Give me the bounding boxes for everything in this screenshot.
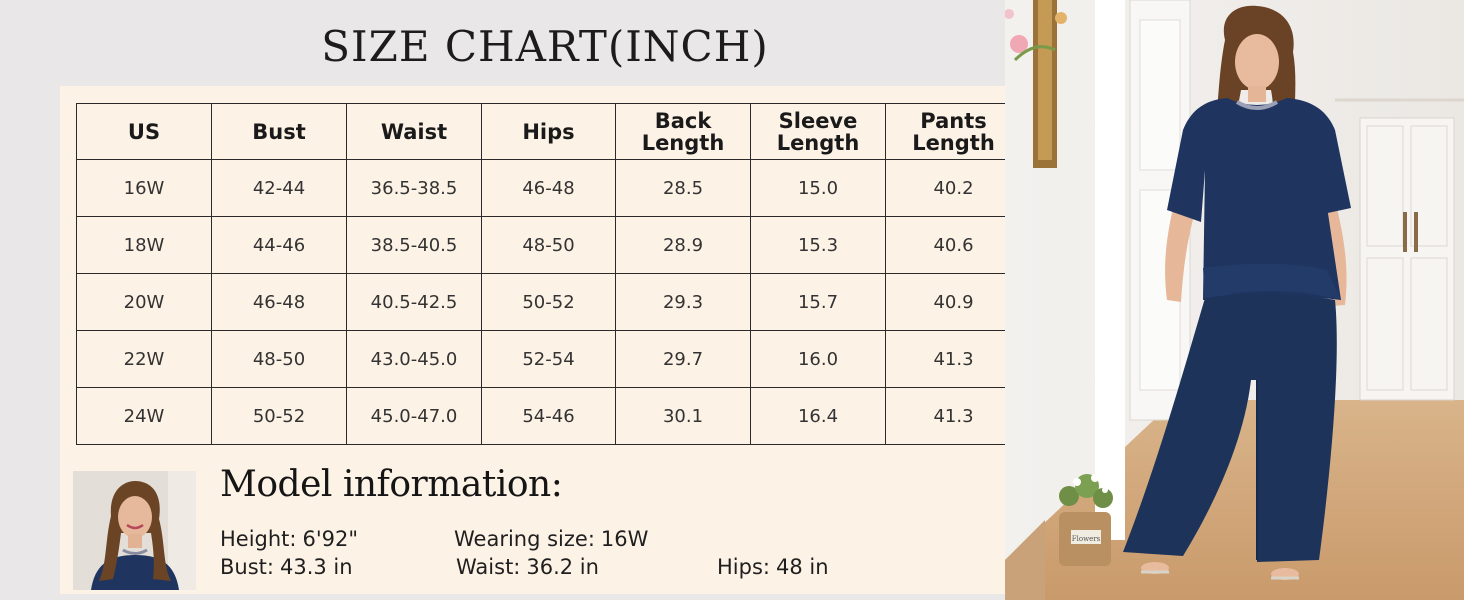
column-header-hips: Hips bbox=[482, 104, 616, 160]
height-value: 6'92" bbox=[302, 527, 359, 551]
cell-us: 22W bbox=[77, 331, 212, 388]
cell-pants-length: 41.3 bbox=[886, 388, 1022, 445]
cell-pants-length: 40.9 bbox=[886, 274, 1022, 331]
cell-bust: 50-52 bbox=[212, 388, 347, 445]
model-height bbox=[220, 527, 358, 551]
cell-us: 16W bbox=[77, 160, 212, 217]
cell-hips: 48-50 bbox=[482, 217, 616, 274]
cell-sleeve-length: 15.3 bbox=[751, 217, 886, 274]
waist-value: 36.2 in bbox=[526, 555, 599, 579]
cell-hips: 50-52 bbox=[482, 274, 616, 331]
height-label: Height: bbox=[220, 527, 297, 551]
cell-waist: 43.0-45.0 bbox=[347, 331, 482, 388]
hips-value: 48 in bbox=[775, 555, 829, 579]
cell-pants-length: 40.6 bbox=[886, 217, 1022, 274]
cell-us: 18W bbox=[77, 217, 212, 274]
bust-value: 43.3 in bbox=[279, 555, 353, 579]
column-header-sleeve-length: Sleeve Length bbox=[751, 104, 886, 160]
cell-waist: 38.5-40.5 bbox=[347, 217, 482, 274]
cell-back-length: 28.9 bbox=[616, 217, 751, 274]
cell-back-length: 30.1 bbox=[616, 388, 751, 445]
cell-pants-length: 41.3 bbox=[886, 331, 1022, 388]
cell-back-length: 29.3 bbox=[616, 274, 751, 331]
bust-label: Bust: bbox=[220, 555, 274, 579]
cell-bust: 42-44 bbox=[212, 160, 347, 217]
column-header-back-length: Back Length bbox=[616, 104, 751, 160]
table-row bbox=[77, 160, 1022, 217]
cell-hips: 52-54 bbox=[482, 331, 616, 388]
cell-us: 20W bbox=[77, 274, 212, 331]
table-row bbox=[77, 217, 1022, 274]
model-in-navy-outfit-icon bbox=[1005, 0, 1464, 600]
model-full-body-photo bbox=[1005, 0, 1464, 600]
cell-waist: 40.5-42.5 bbox=[347, 274, 482, 331]
model-thumbnail-image bbox=[73, 471, 196, 590]
column-header-us: US bbox=[77, 104, 212, 160]
wearing-size-label: Wearing size: bbox=[454, 527, 595, 551]
waist-label: Waist: bbox=[456, 555, 521, 579]
cell-hips: 46-48 bbox=[482, 160, 616, 217]
cell-waist: 45.0-47.0 bbox=[347, 388, 482, 445]
table-row bbox=[77, 388, 1022, 445]
column-header-bust: Bust bbox=[212, 104, 347, 160]
hips-label: Hips: bbox=[717, 555, 770, 579]
page-title: SIZE CHART(INCH) bbox=[321, 22, 769, 71]
cell-sleeve-length: 15.7 bbox=[751, 274, 886, 331]
table-header-row bbox=[77, 104, 1022, 160]
model-wearing-size bbox=[454, 527, 648, 551]
cell-us: 24W bbox=[77, 388, 212, 445]
wearing-size-value: 16W bbox=[600, 527, 649, 551]
cell-back-length: 29.7 bbox=[616, 331, 751, 388]
size-chart-table bbox=[76, 103, 1022, 445]
cell-waist: 36.5-38.5 bbox=[347, 160, 482, 217]
column-header-waist: Waist bbox=[347, 104, 482, 160]
model-information-heading: Model information: bbox=[220, 464, 563, 505]
column-header-pants-length: Pants Length bbox=[886, 104, 1022, 160]
table-row bbox=[77, 274, 1022, 331]
model-hips bbox=[717, 555, 829, 579]
model-portrait-icon bbox=[73, 471, 196, 590]
cell-bust: 44-46 bbox=[212, 217, 347, 274]
cell-bust: 48-50 bbox=[212, 331, 347, 388]
vase-label: Flowers bbox=[1071, 535, 1101, 543]
cell-sleeve-length: 15.0 bbox=[751, 160, 886, 217]
model-waist bbox=[456, 555, 599, 579]
cell-hips: 54-46 bbox=[482, 388, 616, 445]
table-row bbox=[77, 331, 1022, 388]
model-bust bbox=[220, 555, 353, 579]
cell-sleeve-length: 16.0 bbox=[751, 331, 886, 388]
cell-sleeve-length: 16.4 bbox=[751, 388, 886, 445]
cell-back-length: 28.5 bbox=[616, 160, 751, 217]
cell-bust: 46-48 bbox=[212, 274, 347, 331]
cell-pants-length: 40.2 bbox=[886, 160, 1022, 217]
